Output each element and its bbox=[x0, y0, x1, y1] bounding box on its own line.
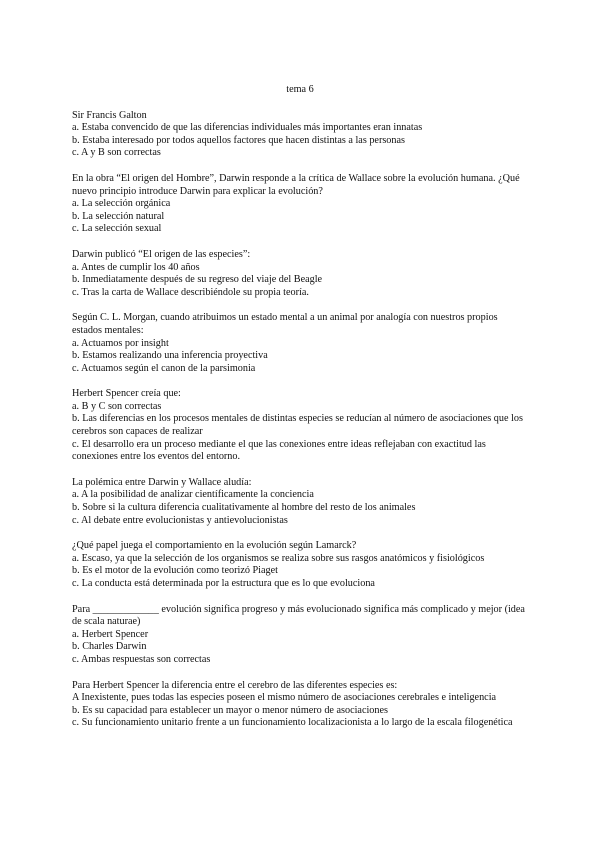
question-block bbox=[72, 540, 528, 590]
answer-option-a: a. B y C son correctas bbox=[72, 400, 162, 412]
question-block bbox=[72, 604, 528, 667]
answer-option-c: c. La selección sexual bbox=[72, 223, 162, 235]
question-block bbox=[72, 110, 528, 160]
question-text: La polémica entre Darwin y Wallace aludía: bbox=[72, 476, 252, 488]
question-block bbox=[72, 173, 528, 236]
answer-option-c: c. La conducta está determinada por la estructura que es lo que evoluciona bbox=[72, 578, 375, 589]
question-block bbox=[72, 312, 528, 375]
answer-option-b: b. Es su capacidad para establecer un mayor o menor número de asociaciones bbox=[72, 704, 388, 716]
answer-option-c: c. Su funcionamiento unitario frente a un funcionamiento localizacionista a lo largo de la escala filogenética bbox=[72, 717, 513, 729]
question-text: Para _____________ evolución significa progreso y más evolucionado significa más complicado y mejor (idea de scala naturae) bbox=[72, 603, 525, 628]
answer-option-c: c. Tras la carta de Wallace describiéndole su propia teoría. bbox=[72, 286, 309, 298]
answer-option-b: b. Es el motor de la evolución como teorizó Piaget bbox=[72, 565, 278, 577]
question-block bbox=[72, 680, 528, 730]
question-text: ¿Qué papel juega el comportamiento en la evolución según Lamarck? bbox=[72, 540, 357, 552]
answer-option-b: b. Sobre si la cultura diferencia cualitativamente al hombre del resto de los animales bbox=[72, 502, 416, 514]
answer-option-c: c. Actuamos según el canon de la parsimonia bbox=[72, 362, 256, 374]
question-text: Herbert Spencer creía que: bbox=[72, 388, 181, 400]
page-title: tema 6 bbox=[286, 84, 314, 95]
answer-option-a: a. Antes de cumplir los 40 años bbox=[72, 261, 200, 273]
question-text: En la obra “El origen del Hombre”, Darwin responde a la crítica de Wallace sobre la evolución humana. ¿Qué nuevo principio introduce Darwin para explicar la evolución? bbox=[72, 172, 520, 197]
answer-option-a: a. A la posibilidad de analizar científicamente la conciencia bbox=[72, 489, 314, 501]
answer-option-b: b. Estamos realizando una inferencia proyectiva bbox=[72, 350, 268, 362]
answer-option-a: a. Actuamos por insight bbox=[72, 337, 169, 349]
answer-option-a: a. Escaso, ya que la selección de los organismos se realiza sobre sus rasgos anatómicos y fisiológicos bbox=[72, 552, 485, 564]
answer-option-a: a. Estaba convencido de que las diferencias individuales más importantes eran innatas bbox=[72, 122, 423, 134]
question-text: Darwin publicó “El origen de las especies”: bbox=[72, 248, 251, 260]
question-text: Para Herbert Spencer la diferencia entre el cerebro de las diferentes especies es: bbox=[72, 679, 398, 691]
answer-option-b: b. Estaba interesado por todos aquellos factores que hacen distintas a las personas bbox=[72, 134, 405, 146]
answer-option-b: b. Las diferencias en los procesos mentales de distintas especies se reducían al número de asociaciones que los cerebros son capaces de realizar bbox=[72, 413, 523, 438]
question-text: Según C. L. Morgan, cuando atribuimos un estado mental a un animal por analogía con nuestros propios estados mentales: bbox=[72, 312, 498, 336]
answer-option-c: c. A y B son correctas bbox=[72, 147, 161, 159]
answer-option-a: A Inexistente, pues todas las especies poseen el mismo número de asociaciones cerebrales e inteligencia bbox=[72, 692, 497, 704]
question-block bbox=[72, 249, 528, 299]
answer-option-b: b. Charles Darwin bbox=[72, 641, 147, 653]
answer-option-a: a. La selección orgánica bbox=[72, 198, 171, 210]
answer-option-b: b. La selección natural bbox=[72, 210, 165, 222]
answer-option-a: a. Herbert Spencer bbox=[72, 628, 149, 640]
answer-option-b: b. Inmediatamente después de su regreso del viaje del Beagle bbox=[72, 274, 323, 286]
question-text: Sir Francis Galton bbox=[72, 109, 147, 121]
answer-option-c: c. El desarrollo era un proceso mediante el que las conexiones entre ideas reflejaban con exactitud las conexiones entre los eventos del entorno. bbox=[72, 438, 486, 463]
question-block bbox=[72, 477, 528, 527]
document-page bbox=[72, 84, 528, 743]
answer-option-c: c. Al debate entre evolucionistas y antievolucionistas bbox=[72, 514, 288, 526]
answer-option-c: c. Ambas respuestas son correctas bbox=[72, 653, 211, 665]
question-block bbox=[72, 388, 528, 464]
